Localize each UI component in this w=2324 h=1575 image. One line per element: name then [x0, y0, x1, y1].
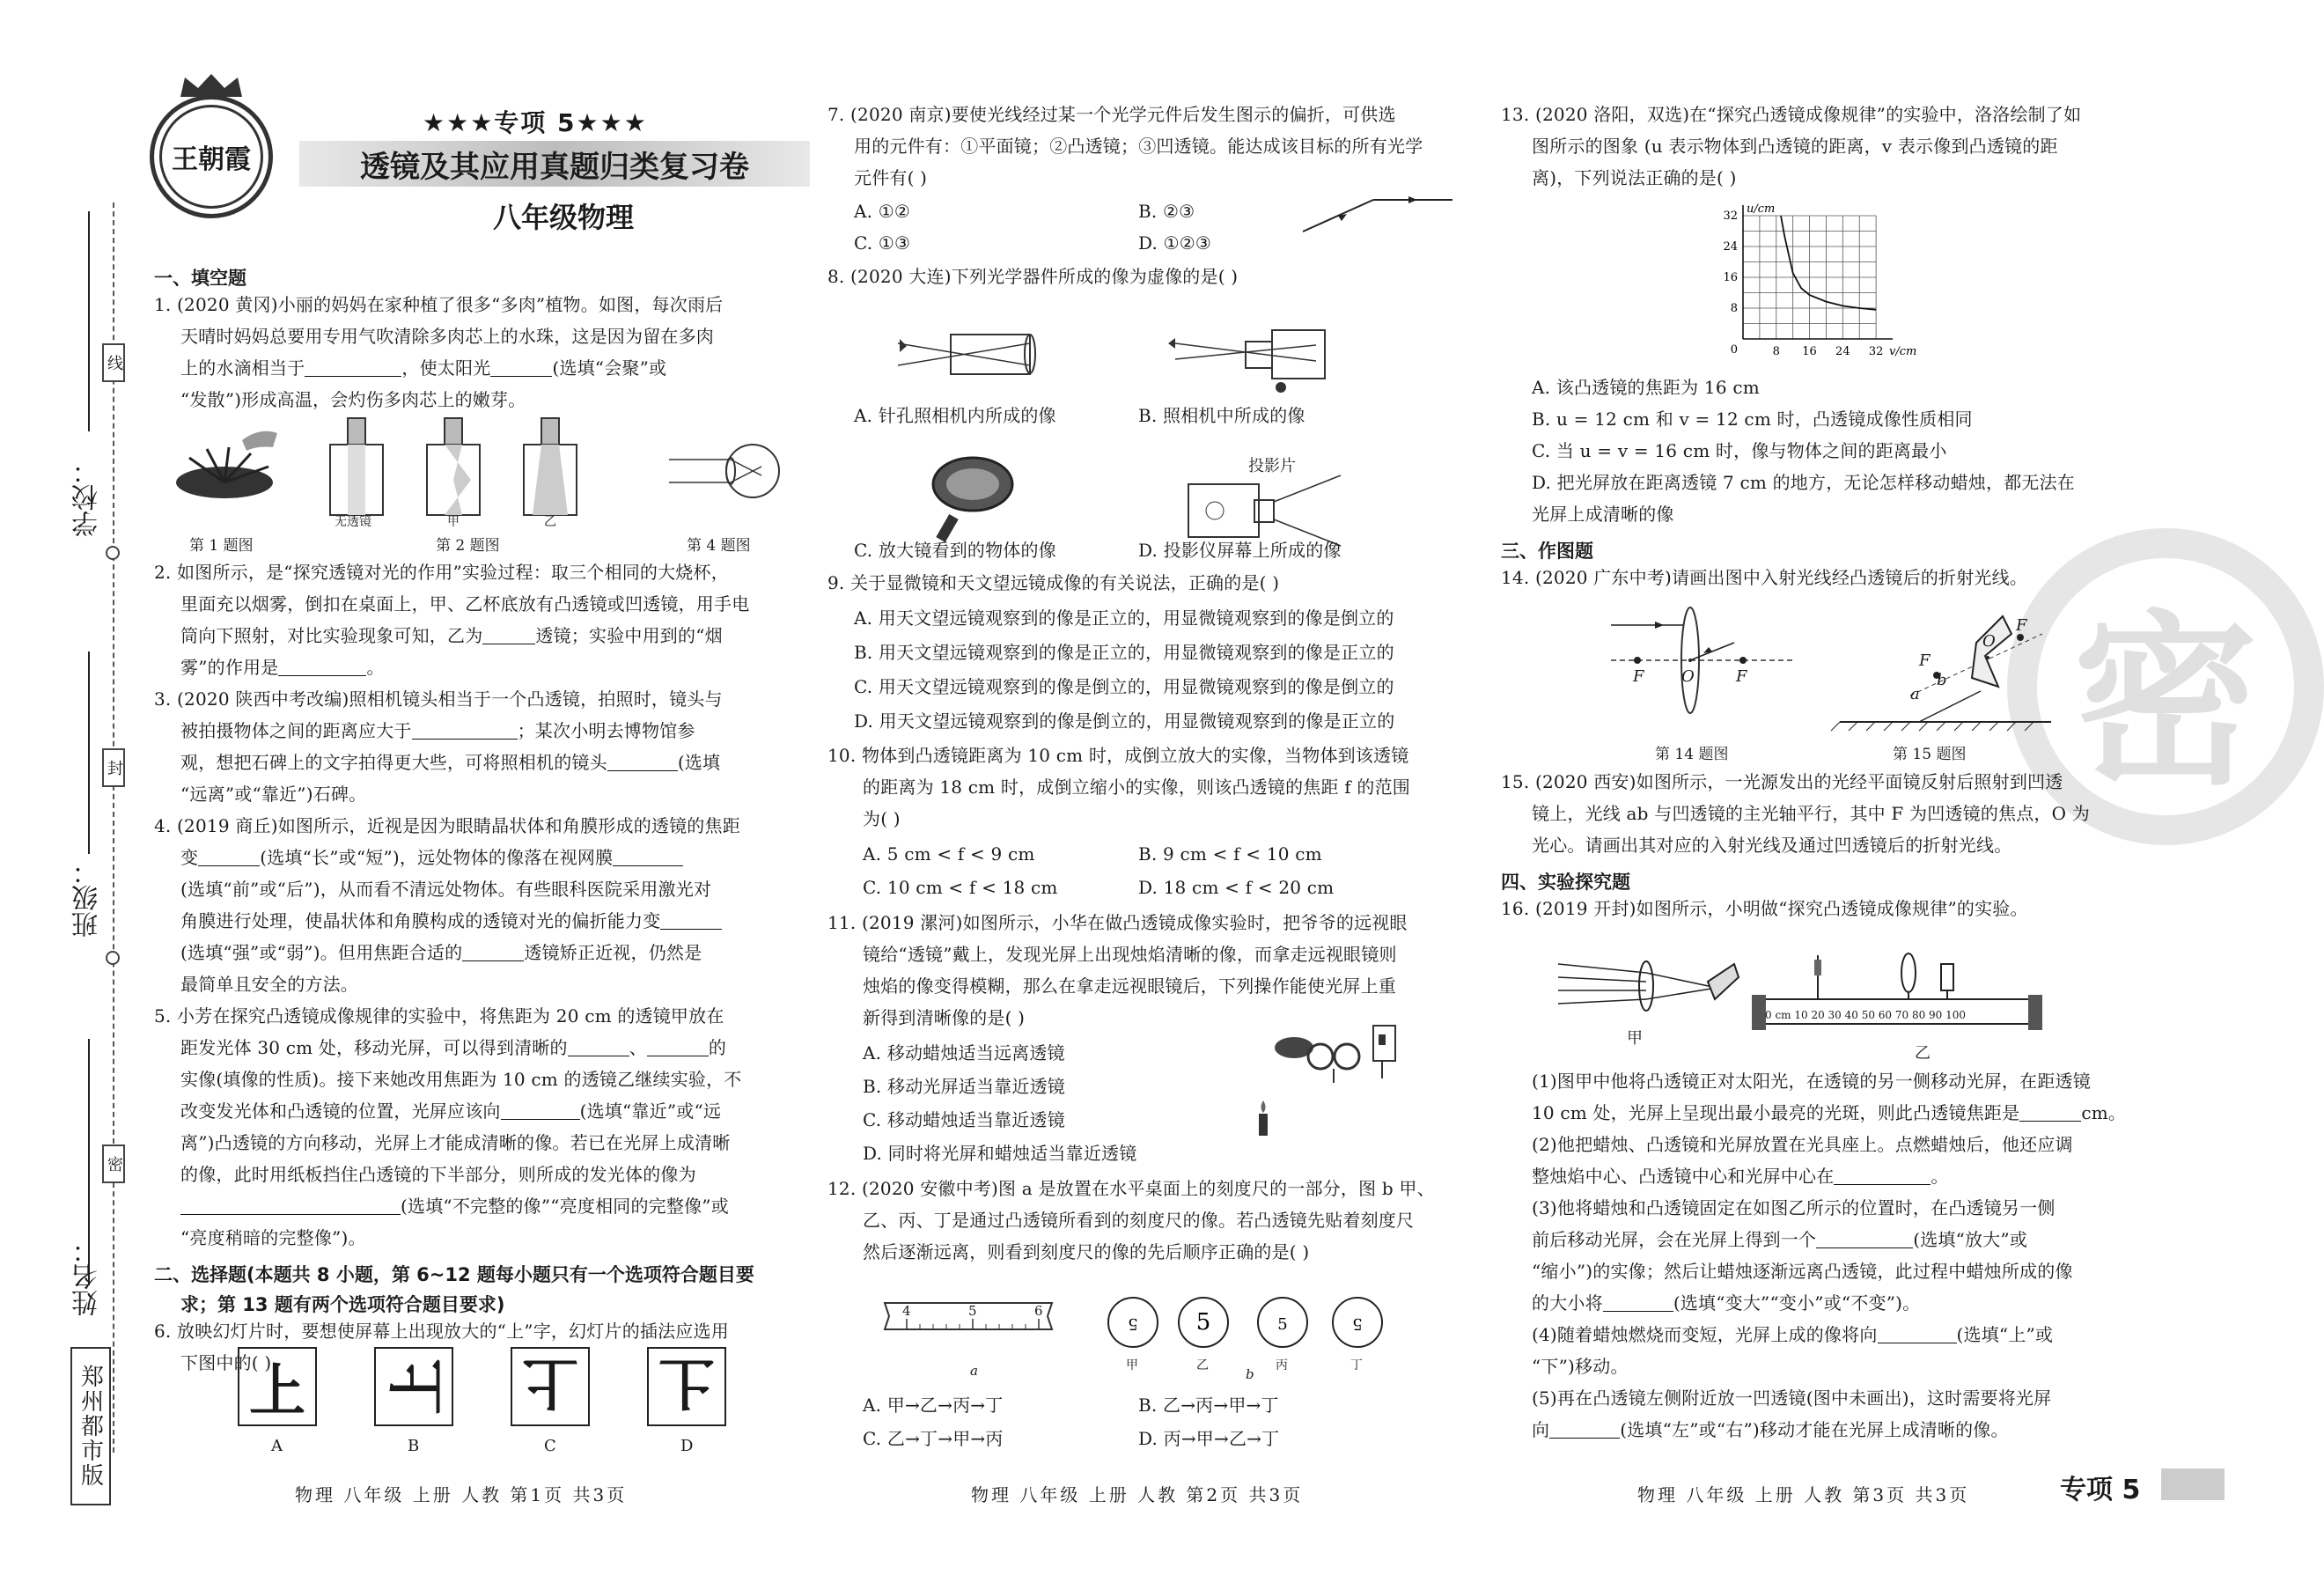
section-choice-cont: 求；第 13 题有两个选项符合题目要求) [180, 1294, 505, 1315]
q11-line1: 11. (2019 漯河)如图所示，小华在做凸透镜成像实验时，把爷爷的远视眼 [827, 912, 1408, 933]
ruler-tick: 6 [1034, 1303, 1043, 1319]
q6-line2: 下图中的( ) [180, 1352, 272, 1373]
answer-blank[interactable] [1816, 1233, 1913, 1248]
q8-option-d[interactable]: D. 投影仪屏幕上所成的像 [1138, 540, 1342, 561]
answer-blank[interactable] [462, 946, 524, 961]
q15-line3: 光心。请画出其对应的入射光线及通过凹透镜后的折射光线。 [1532, 835, 2012, 856]
page-footer: 物理 八年级 上册 人教 第3页 共3页 [1637, 1484, 1970, 1505]
q10-option-d[interactable]: D. 18 cm < f < 20 cm [1138, 877, 1335, 898]
cups-figure [321, 414, 585, 519]
q11-option-b[interactable]: B. 移动光屏适当靠近透镜 [863, 1076, 1066, 1097]
q16-p5-line1: (5)再在凸透镜左侧附近放一凹透镜(图中未画出)，这时需要将光屏 [1532, 1387, 2052, 1409]
q12-option-a[interactable]: A. 甲→乙→丙→丁 [863, 1395, 1004, 1416]
q9-option-a[interactable]: A. 用天文望远镜观察到的像是正立的，用显微镜观察到的像是倒立的 [854, 607, 1394, 629]
focus-label: F [1633, 667, 1644, 686]
q16-p3-line4: 的大小将 (选填“变大”“变小”或“不变”)。 [1532, 1292, 1921, 1314]
q5-line3: 实像(填像的性质)。接下来她改用焦距为 10 cm 的透镜乙继续实验，不 [180, 1069, 742, 1090]
lens-digit: 5 [1195, 1309, 1211, 1336]
q4-line6: 最简单且安全的方法。 [180, 974, 358, 995]
answer-blank[interactable] [278, 660, 366, 676]
q12-option-d[interactable]: D. 丙→甲→乙→丁 [1138, 1428, 1280, 1449]
q13-line1: 13. (2020 洛阳，双选)在“探究凸透镜成像规律”的实验中，洛洛绘制了如 [1501, 104, 2082, 125]
q16-p5-line2: 向 (选填“左”或“右”)移动才能在光屏上成清晰的像。 [1532, 1419, 2009, 1440]
ruler-tick: 5 [968, 1303, 977, 1319]
q2-line4: 雾”的作用是 。 [180, 657, 385, 678]
answer-blank[interactable] [198, 850, 260, 866]
answer-blank[interactable] [1549, 1423, 1620, 1439]
magnifier-figure [924, 445, 1030, 541]
binding-mark-mi: 密 [102, 1144, 125, 1183]
q12-option-c[interactable]: C. 乙→丁→甲→丙 [863, 1428, 1004, 1449]
q16-p3-line1: (3)他将蜡烛和凸透镜固定在如图乙所示的位置时，在凸透镜另一侧 [1532, 1197, 2056, 1218]
answer-blank[interactable] [647, 1041, 709, 1056]
q16-p2-line1: (2)他把蜡烛、凸透镜和光屏放置在光具座上。点燃蜡烛后，他还应调 [1532, 1134, 2073, 1155]
q7-line3: 元件有( ) [854, 167, 928, 188]
q13-option-d[interactable]: D. 把光屏放在距离透镜 7 cm 的地方，无论怎样移动蜡烛，都无法在 [1532, 472, 2075, 493]
section-fill-blank: 一、填空题 [154, 268, 246, 289]
slide-option-label: D [680, 1437, 694, 1455]
q10-option-c[interactable]: C. 10 cm < f < 18 cm [863, 877, 1058, 898]
y-tick-label: 24 [1723, 240, 1738, 254]
section-choice: 二、选择题(本题共 8 小题，第 6~12 题每小题只有一个选项符合题目要 [154, 1264, 754, 1285]
section-experiment: 四、实验探究题 [1501, 872, 1630, 893]
lens-view [1254, 1294, 1311, 1351]
ruler-tick: 4 [902, 1303, 911, 1319]
binding-hole [106, 546, 120, 560]
focus-label: F [2016, 616, 2027, 635]
q11-option-d[interactable]: D. 同时将光屏和蜡烛适当靠近透镜 [863, 1143, 1137, 1164]
sun-focus-figure [1558, 951, 1743, 1021]
q11-line3: 烛焰的像变得模糊，那么在拿走远视眼镜后，下列操作能使光屏上重 [863, 975, 1396, 997]
optical-center-label: O [1982, 632, 1996, 651]
q11-option-a[interactable]: A. 移动蜡烛适当远离透镜 [863, 1042, 1065, 1063]
school-blank [88, 211, 90, 431]
q7-line2: 用的元件有：①平面镜；②凸透镜；③凹透镜。能达成该目标的所有光学 [854, 136, 1423, 157]
cup-label: 无透镜 [335, 515, 371, 529]
q15-line1: 15. (2020 西安)如图所示，一光源发出的光经平面镜反射后照射到凹透 [1501, 771, 2063, 792]
q5-line2: 距发光体 30 cm 处，移动光屏，可以得到清晰的 、 的 [180, 1037, 727, 1058]
lens-view [1105, 1294, 1161, 1351]
plant-figure [172, 423, 277, 502]
q16-p4-line2: “下”)移动。 [1532, 1356, 1629, 1377]
binding-hole [106, 951, 120, 965]
q11-line4: 新得到清晰像的是( ) [863, 1007, 1026, 1028]
page-footer: 物理 八年级 上册 人教 第1页 共3页 [295, 1484, 628, 1505]
q16-p3-line2: 前后移动光屏，会在光屏上得到一个 (选填“放大”或 [1532, 1229, 2028, 1250]
lens-digit: 5 [1128, 1314, 1138, 1333]
name-label: 姓名： [72, 1237, 103, 1316]
projector-figure [1184, 475, 1342, 546]
figure-caption: 第 4 题图 [687, 537, 751, 555]
q4-line2: 变 (选填“长”或“短”)，远处物体的像落在视网膜 [180, 849, 683, 866]
q13-option-a[interactable]: A. 该凸透镜的焦距为 16 cm [1532, 377, 1760, 398]
focus-label: F [1736, 667, 1747, 686]
slide-option-c[interactable] [511, 1347, 590, 1426]
q16-p1-line2: 10 cm 处，光屏上呈现出最小最亮的光斑，则此凸透镜焦距是 cm。 [1532, 1102, 2127, 1123]
cup-label: 乙 [544, 515, 556, 529]
answer-blank[interactable] [613, 850, 683, 866]
q5-line5: 离”)凸透镜的方向移动，光屏上才能成清晰的像。若已在光屏上成清晰 [180, 1132, 731, 1153]
projector-label: 投影片 [1248, 457, 1296, 475]
q3-line4: “远离”或“靠近”)石碑。 [180, 784, 367, 805]
origin-label: 0 [1730, 343, 1738, 357]
q5-line6: 的像，此时用纸板挡住凸透镜的下半部分，则所成的发光体的像为 [180, 1164, 696, 1185]
q1-line3: 上的水滴相当于 ，使太阳光 (选填“会聚”或 [180, 357, 667, 379]
lens-caption: 丙 [1276, 1358, 1288, 1373]
corner-label: 专项 5 [2060, 1475, 2141, 1505]
slide-option-a[interactable] [238, 1347, 317, 1426]
x-tick-label: 8 [1772, 345, 1780, 358]
q1-line1: 1. (2020 黄冈)小丽的妈妈在家种植了很多“多肉”植物。如图，每次雨后 [154, 294, 724, 315]
answer-blank[interactable] [180, 1199, 401, 1215]
school-label: 学校： [72, 458, 103, 537]
q5-line4: 改变发光体和凸透镜的位置，光屏应该向 (选填“靠近”或“远 [180, 1100, 722, 1122]
slide-glyph: 上 [658, 1349, 715, 1414]
lens-caption: 丁 [1350, 1358, 1363, 1373]
slide-option-d[interactable] [647, 1347, 726, 1426]
q8-option-c[interactable]: C. 放大镜看到的物体的像 [854, 540, 1056, 561]
y-tick-label: 32 [1723, 210, 1738, 223]
glasses-experiment-figure [1250, 1012, 1400, 1144]
q4-line4: 角膜进行处理，使晶状体和角膜构成的透镜对光的偏折能力变 [180, 912, 722, 930]
slide-option-label: B [408, 1437, 420, 1455]
answer-blank[interactable] [660, 914, 722, 930]
q3-line2: 被拍摄物体之间的距离应大于 ；某次小明去博物馆参 [180, 720, 695, 741]
q9-option-b[interactable]: B. 用天文望远镜观察到的像是正立的，用显微镜观察到的像是正立的 [854, 642, 1394, 663]
answer-blank[interactable] [1834, 1169, 1931, 1185]
q3-line1: 3. (2020 陕西中考改编)照相机镜头相当于一个凸透镜，拍照时，镜头与 [154, 688, 723, 710]
answer-blank[interactable] [305, 361, 401, 377]
figure-caption: 第 15 题图 [1893, 746, 1967, 763]
slide-glyph: 上 [249, 1359, 305, 1424]
q7-option-a[interactable]: A. ①② [854, 201, 911, 222]
x-tick-label: 16 [1802, 345, 1817, 358]
figure-caption: b [1246, 1366, 1254, 1382]
class-label: 班级： [72, 858, 103, 938]
uv-curve [1781, 216, 1876, 310]
q10-line2: 的距离为 18 cm 时，成倒立缩小的实像，则该凸透镜的焦距 f 的范围 [863, 776, 1411, 798]
x-tick-label: 24 [1835, 345, 1850, 358]
lens-view [1329, 1294, 1386, 1351]
slide-option-b[interactable] [374, 1347, 453, 1426]
q12-line1: 12. (2020 安徽中考)图 a 是放置在水平桌面上的刻度尺的一部分，图 b 甲、 [827, 1178, 1435, 1199]
q3-line3: 观，想把石碑上的文字拍得更大些，可将照相机的镜头 (选填 [180, 752, 721, 773]
ray-label-b: b [1937, 671, 1947, 689]
q2-line2: 里面充以烟雾，倒扣在桌面上，甲、乙杯底放有凸透镜或凹透镜，用手电 [180, 593, 750, 615]
q1-line2: 天晴时妈妈总要用专用气吹清除多肉芯上的水珠，这是因为留在多肉 [180, 326, 714, 347]
figure-caption: a [970, 1363, 978, 1379]
q10-option-a[interactable]: A. 5 cm < f < 9 cm [863, 843, 1035, 865]
figure-caption: 第 2 题图 [436, 537, 500, 555]
answer-blank[interactable] [412, 724, 518, 740]
lens-digit: 5 [1352, 1314, 1363, 1333]
binding-cut-line [113, 202, 114, 1453]
q10-option-b[interactable]: B. 9 cm < f < 10 cm [1138, 843, 1322, 865]
q9-option-d[interactable]: D. 用天文望远镜观察到的像是倒立的，用显微镜观察到的像是正立的 [854, 710, 1395, 732]
q2-line1: 2. 如图所示，是“探究透镜对光的作用”实验过程：取三个相同的大烧杯， [154, 562, 729, 583]
q13-line3: 离)，下列说法正确的是( ) [1532, 167, 1737, 188]
q5-line8: “亮度稍暗的完整像”)。 [180, 1227, 366, 1248]
lens-digit: 5 [1277, 1315, 1288, 1334]
optical-center-label: O [1681, 667, 1695, 686]
slide-glyph: 上 [522, 1349, 578, 1414]
slide-glyph: 上 [386, 1358, 452, 1415]
q8-option-b[interactable]: B. 照相机中所成的像 [1138, 405, 1305, 426]
figure-caption: 第 1 题图 [189, 537, 254, 555]
answer-blank[interactable] [1878, 1328, 1957, 1343]
brand-logo [150, 95, 273, 218]
edition-label: 郑州都市版 [70, 1347, 111, 1505]
y-axis-label: u/cm [1747, 202, 1776, 216]
q7-line1: 7. (2020 南京)要使光线经过某一个光学元件后发生图示的偏折，可供选 [827, 104, 1396, 125]
binding-mark-xian: 线 [102, 343, 125, 382]
q10-line3: 为( ) [863, 808, 901, 829]
q9-option-c[interactable]: C. 用天文望远镜观察到的像是倒立的，用显微镜观察到的像是倒立的 [854, 676, 1394, 697]
answer-blank[interactable] [1603, 1296, 1673, 1312]
fig-yi-label: 乙 [1915, 1044, 1931, 1063]
uv-chart [1708, 198, 1937, 374]
confidential-seal: 密 [2007, 528, 2324, 845]
answer-blank[interactable] [490, 361, 552, 377]
deflection-figure [1303, 198, 1452, 233]
q13-option-d-cont: 光屏上成清晰的像 [1532, 504, 1674, 525]
q13-option-b[interactable]: B. u = 12 cm 和 v = 12 cm 时，凸透镜成像性质相同 [1532, 408, 1973, 430]
answer-blank[interactable] [607, 755, 678, 771]
ray-label-a: a [1910, 685, 1920, 703]
page-footer: 物理 八年级 上册 人教 第2页 共3页 [971, 1484, 1304, 1505]
q12-option-b[interactable]: B. 乙→丙→甲→丁 [1138, 1395, 1279, 1416]
q2-line3: 筒向下照射，对比实验现象可知，乙为 透镜；实验中用到的“烟 [180, 625, 723, 646]
q15-line2: 镜上，光线 ab 与凹透镜的主光轴平行，其中 F 为凹透镜的焦点，O 为 [1532, 803, 2090, 824]
q16-p4-line1: (4)随着蜡烛燃烧而变短，光屏上成的像将向 (选填“上”或 [1532, 1324, 2054, 1345]
q9-line: 9. 关于显微镜和天文望远镜成像的有关说法，正确的是( ) [827, 572, 1280, 593]
special-tag: ★★★专项 5★★★ [423, 108, 648, 137]
y-tick-label: 8 [1730, 302, 1738, 315]
q13-line2: 图所示的图象 (u 表示物体到凸透镜的距离，v 表示像到凸透镜的距 [1532, 136, 2058, 157]
binding-mark-feng: 封 [102, 748, 125, 787]
q16-p1-line1: (1)图甲中他将凸透镜正对太阳光，在透镜的另一侧移动光屏，在距透镜 [1532, 1071, 2091, 1092]
subject-title: 八年级物理 [493, 201, 635, 234]
q11-option-c[interactable]: C. 移动蜡烛适当靠近透镜 [863, 1109, 1065, 1130]
q5-line1: 5. 小芳在探究凸透镜成像规律的实验中，将焦距为 20 cm 的透镜甲放在 [154, 1005, 724, 1027]
section-drawing: 三、作图题 [1501, 541, 1593, 562]
answer-blank[interactable] [568, 1041, 629, 1056]
q5-line7: (选填“不完整的像”“亮度相同的完整像”或 [180, 1197, 729, 1215]
answer-blank[interactable] [501, 1104, 580, 1120]
answer-blank[interactable] [482, 629, 535, 644]
q4-line3: (选填“前”或“后”)，从而看不清远处物体。有些眼科医院采用激光对 [180, 879, 712, 900]
lens-caption: 甲 [1126, 1358, 1138, 1373]
q8-line: 8. (2020 大连)下列光学器件所成的像为虚像的是( ) [827, 266, 1239, 287]
x-tick-label: 32 [1868, 345, 1884, 358]
pinhole-camera-figure [898, 317, 1039, 396]
q14-line: 14. (2020 广东中考)请画出图中入射光线经凸透镜后的折射光线。 [1501, 567, 2028, 588]
q4-line1: 4. (2019 商丘)如图所示，近视是因为眼睛晶状体和角膜形成的透镜的焦距 [154, 815, 740, 836]
focus-label: F [1919, 651, 1931, 670]
q1-line4: “发散”)形成高温，会灼伤多肉芯上的嫩芽。 [180, 389, 526, 410]
q12-line3: 然后逐渐远离，则看到刻度尺的像的先后顺序正确的是( ) [863, 1241, 1310, 1262]
lens-caption: 乙 [1196, 1358, 1209, 1373]
q6-line1: 6. 放映幻灯片时，要想使屏幕上出现放大的“上”字，幻灯片的插法应选用 [154, 1321, 729, 1342]
figure-caption: 第 14 题图 [1655, 746, 1729, 763]
q11-line2: 镜给“透镜”戴上，发现光屏上出现烛焰清晰的像，而拿走远视眼镜则 [863, 944, 1397, 965]
q8-option-a[interactable]: A. 针孔照相机内所成的像 [854, 405, 1056, 426]
camera-figure [1166, 317, 1342, 396]
slide-option-label: A [271, 1437, 283, 1455]
x-axis-label: v/cm [1889, 345, 1917, 358]
class-blank [88, 651, 90, 854]
slide-option-label: C [544, 1437, 556, 1455]
bench-scale: 0 cm 10 20 30 40 50 60 70 80 90 100 [1765, 1009, 1967, 1021]
answer-blank[interactable] [2019, 1106, 2081, 1122]
q16-line: 16. (2019 开封)如图所示，小明做“探究凸透镜成像规律”的实验。 [1501, 898, 2028, 919]
page-title: 透镜及其应用真题归类复习卷 [299, 141, 810, 187]
eye-figure [669, 440, 792, 502]
q7-option-b[interactable]: B. ②③ [1138, 201, 1195, 222]
q7-option-d[interactable]: D. ①②③ [1138, 232, 1212, 254]
y-tick-label: 16 [1723, 271, 1738, 284]
q12-line2: 乙、丙、丁是通过凸透镜所看到的刻度尺的像。若凸透镜先贴着刻度尺 [863, 1210, 1415, 1231]
q16-p3-line3: “缩小”)的实像；然后让蜡烛逐渐远离凸透镜，此过程中蜡烛所成的像 [1532, 1261, 2073, 1282]
q16-p2-line2: 整烛焰中心、凸透镜中心和光屏中心在 。 [1532, 1166, 1949, 1187]
binding-strip [0, 0, 123, 1575]
corner-bar [2161, 1468, 2225, 1500]
lens-view [1175, 1294, 1232, 1351]
fig-jia-label: 甲 [1627, 1029, 1643, 1048]
brand-logo-text: 王朝霞 [172, 144, 251, 175]
q4-line5: (选填“强”或“弱”)。但用焦距合适的 透镜矫正近视，仍然是 [180, 942, 702, 963]
q10-line1: 10. 物体到凸透镜距离为 10 cm 时，成倒立放大的实像，当物体到该透镜 [827, 745, 1409, 766]
cup-label: 甲 [447, 515, 460, 529]
q7-option-c[interactable]: C. ①③ [854, 232, 911, 254]
q13-option-c[interactable]: C. 当 u = v = 16 cm 时，像与物体之间的距离最小 [1532, 440, 1947, 461]
